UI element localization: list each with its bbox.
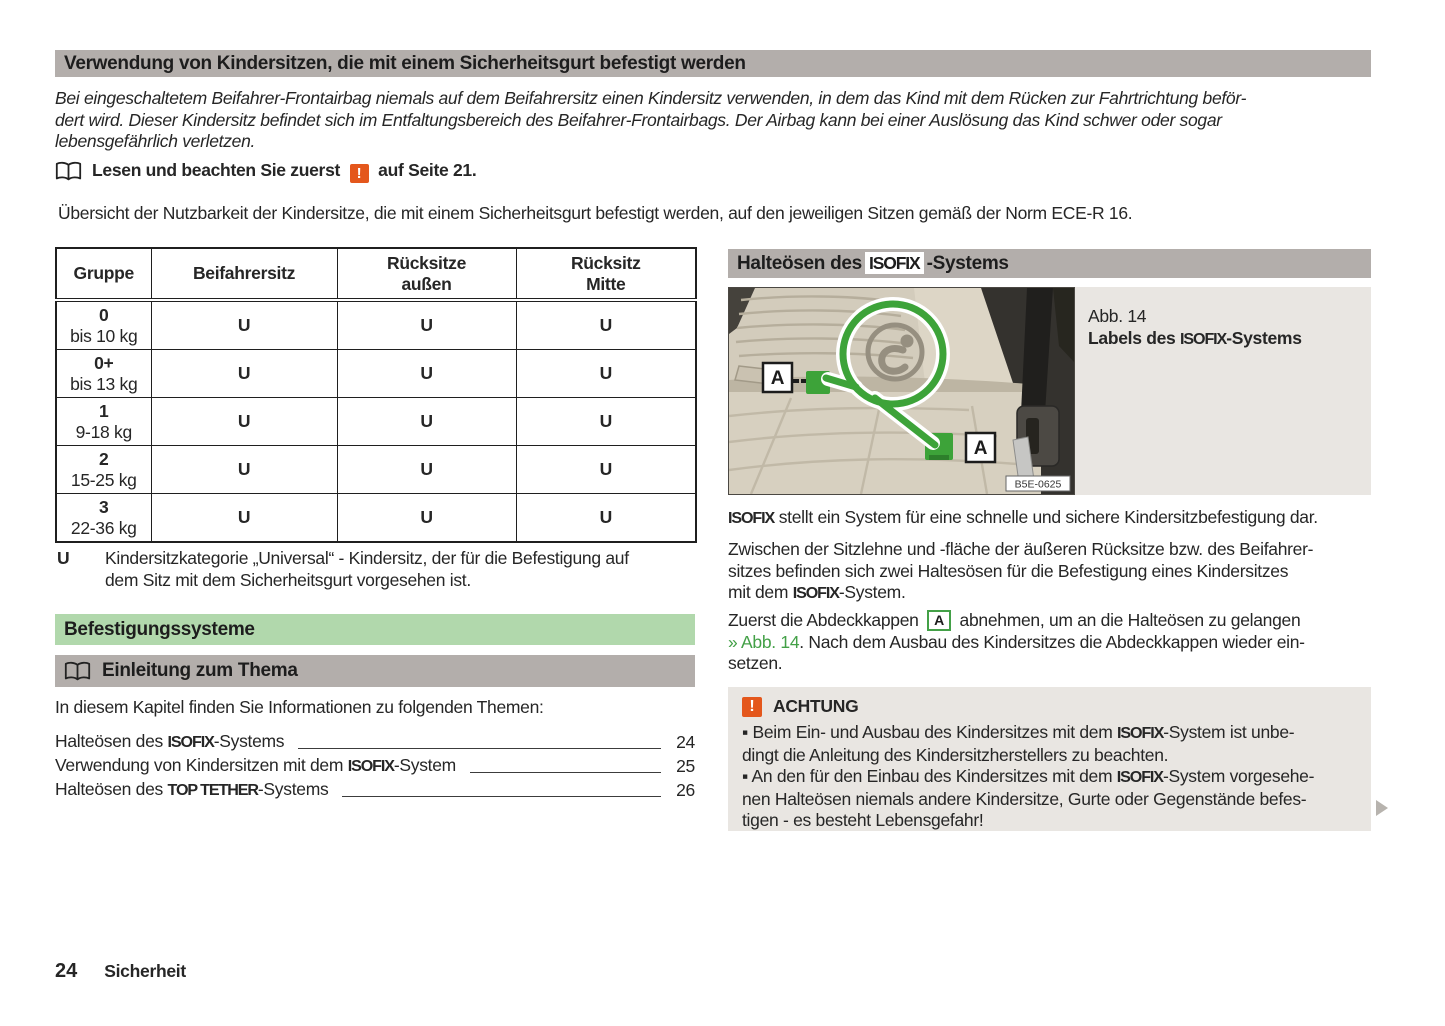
text-segment: Bei eingeschaltetem Beifahrer-Frontairbag niemals auf dem Beifahrersitz einen Kindersitz verwenden, in dem das Kind mit dem Rücken zur Fahrtrichtung beför- — [55, 88, 1247, 108]
text-segment: -Systems — [926, 252, 1009, 274]
value-cell: U — [337, 350, 516, 398]
table-row — [56, 350, 696, 398]
text-segment: lebensgefährlich verletzen. — [55, 131, 256, 152]
text-segment: -System. — [838, 582, 906, 603]
value-cell: U — [337, 446, 516, 494]
text-segment: Halteösen des — [55, 731, 168, 751]
figure-reference-link[interactable]: » Abb. 14 — [728, 631, 800, 652]
section-halteoesen-isofix — [728, 249, 1371, 278]
table-legend — [57, 548, 697, 591]
section-title-text: Einleitung zum Thema — [102, 660, 298, 681]
toc-leader-line — [342, 796, 661, 797]
value-cell: U — [516, 350, 696, 398]
value-cell: U — [337, 398, 516, 446]
brand-text: ISOFIX — [728, 509, 775, 527]
toc-page-number[interactable]: 24 — [676, 732, 695, 752]
section-title-text: Befestigungssysteme — [64, 618, 255, 640]
value-cell: U — [151, 494, 337, 543]
col-header-ruecksitze-aussen: Rücksitze außen — [337, 248, 516, 300]
text-segment: -System vorgesehe- — [1162, 766, 1315, 787]
legend-text — [105, 548, 629, 591]
toc-entry[interactable] — [55, 777, 695, 801]
text-segment: -System — [393, 755, 456, 775]
group-cell: 0 bis 10 kg — [56, 300, 151, 350]
warning-header — [742, 696, 1357, 717]
text-segment: -System ist unbe- — [1163, 722, 1295, 742]
table-row — [56, 446, 696, 494]
legend-symbol: U — [57, 548, 70, 568]
col-header-gruppe: Gruppe — [56, 248, 151, 300]
warning-title-text: ACHTUNG — [773, 696, 859, 716]
isofix-intro-paragraph — [728, 507, 1378, 530]
figure-caption — [1088, 305, 1302, 350]
page-footer — [55, 960, 186, 983]
brand-text: ISOFIX — [792, 584, 839, 603]
achtung-warning-box — [728, 687, 1371, 831]
read-first-text — [92, 160, 476, 183]
seat-usage-table — [55, 247, 697, 543]
figure-panel — [728, 287, 1371, 495]
text-segment: . Nach dem Ausbau des Kindersitzes die Abdeckkappen wieder ein- — [799, 631, 1305, 652]
brand-text: ISOFIX — [347, 757, 394, 775]
figure-number: Abb. 14 — [1088, 306, 1147, 326]
value-cell: U — [516, 494, 696, 543]
toc-leader-line — [470, 772, 661, 773]
brand-text: ISOFIX — [1180, 330, 1227, 348]
text-segment: nen Halteösen niemals andere Kindersitze, Gurte oder Gegenstände befes- — [742, 788, 1307, 809]
section-befestigungssysteme — [55, 614, 695, 645]
brand-text: ISOFIX — [865, 252, 924, 274]
warning-bullet — [742, 766, 1357, 832]
text-segment: ▪ Beim Ein- und Ausbau des Kindersitzes mit dem — [742, 722, 1118, 742]
group-cell: 2 15-25 kg — [56, 446, 151, 494]
isofix-location-paragraph — [728, 539, 1378, 605]
text-segment: Halteösen des — [55, 779, 168, 799]
book-icon — [64, 661, 91, 682]
figure-image — [728, 287, 1075, 495]
text-segment: setzen. — [728, 653, 783, 674]
value-cell: U — [337, 494, 516, 543]
text-segment: Lesen und beachten Sie zuerst — [92, 160, 345, 180]
overview-sentence: Übersicht der Nutzbarkeit der Kindersitze, die mit einem Sicherheitsgurt befestigt werden, auf den jeweiligen Sitzen gemäß der Norm ECE-R 16. — [58, 203, 1133, 223]
warning-exclamation-icon: ! — [742, 697, 762, 717]
text-segment: Kindersitzkategorie „Universal“ - Kindersitz, der für die Befestigung auf — [105, 548, 629, 568]
text-segment: dem Sitz mit dem Sicherheitsgurt vorgesehen ist. — [105, 569, 471, 590]
toc-entry[interactable] — [55, 729, 695, 753]
text-segment: -Systems — [257, 779, 329, 799]
text-segment: ▪ An den für den Einbau des Kindersitzes mit dem — [742, 766, 1117, 787]
value-cell: U — [151, 350, 337, 398]
table-row — [56, 494, 696, 543]
footer-chapter-name: Sicherheit — [104, 961, 186, 981]
page-continues-arrow-icon — [1376, 800, 1388, 816]
brand-text: TOP TETHER — [167, 781, 258, 799]
read-first-note — [55, 160, 476, 183]
value-cell: U — [516, 446, 696, 494]
text-segment: tigen - es besteht Lebensgefahr! — [742, 810, 984, 831]
warning-exclamation-icon: ! — [350, 164, 369, 183]
page-title — [55, 50, 1371, 77]
brand-text: ISOFIX — [1116, 768, 1163, 787]
text-segment: abnehmen, um an die Halteösen zu gelangen — [954, 610, 1301, 630]
text-segment: dingt die Anleitung des Kindersitzherstellers zu beachten. — [742, 744, 1169, 765]
airbag-warning-paragraph — [55, 88, 1365, 153]
figure-caption-text — [1088, 327, 1302, 350]
toc-page-number[interactable]: 26 — [676, 780, 695, 800]
value-cell: U — [516, 300, 696, 350]
svg-text:B5E-0625: B5E-0625 — [1014, 478, 1062, 491]
text-segment: Zwischen der Sitzlehne und -fläche der äußeren Rücksitze bzw. des Beifahrer- — [728, 539, 1314, 559]
page-title-text: Verwendung von Kindersitzen, die mit einem Sicherheitsgurt befestigt werden — [64, 52, 746, 74]
toc-label — [55, 778, 328, 801]
book-icon — [55, 161, 82, 182]
text-segment: Labels des — [1088, 328, 1181, 348]
table-row — [56, 398, 696, 446]
brand-text: ISOFIX — [167, 733, 214, 751]
marker-a-left — [763, 363, 792, 392]
figure-code-tag — [1006, 476, 1070, 491]
chapter-intro-line: In diesem Kapitel finden Sie Informationen zu folgenden Themen: — [55, 697, 544, 717]
group-cell: 1 9-18 kg — [56, 398, 151, 446]
value-cell: U — [337, 300, 516, 350]
text-segment: -Systems — [213, 731, 285, 751]
value-cell: U — [151, 300, 337, 350]
section-title-text — [737, 253, 1009, 275]
mini-toc — [55, 729, 695, 801]
isofix-caps-paragraph — [728, 610, 1378, 675]
col-header-ruecksitz-mitte: Rücksitz Mitte — [516, 248, 696, 300]
group-cell: 0+ bis 13 kg — [56, 350, 151, 398]
col-header-beifahrersitz: Beifahrersitz — [151, 248, 337, 300]
table-row — [56, 300, 696, 350]
brand-text: ISOFIX — [1117, 724, 1164, 742]
value-cell: U — [151, 446, 337, 494]
toc-leader-line — [298, 748, 661, 749]
table-header-row — [56, 248, 696, 300]
text-segment: auf Seite 21. — [373, 160, 477, 180]
text-segment: dert wird. Dieser Kindersitz befindet sich im Entfaltungsbereich des Beifahrer-Frontairbags. Der Airbag kann bei einer Auslösung das Kind schwer oder sogar — [55, 109, 1222, 130]
value-cell: U — [516, 398, 696, 446]
group-cell: 3 22-36 kg — [56, 494, 151, 543]
warning-bullet — [742, 722, 1357, 766]
toc-entry[interactable] — [55, 753, 695, 777]
toc-label — [55, 730, 284, 753]
text-segment: stellt ein System für eine schnelle und sichere Kindersitzbefestigung dar. — [774, 507, 1318, 527]
text-segment: Verwendung von Kindersitzen mit dem — [55, 755, 348, 775]
text-segment: Zuerst die Abdeckkappen — [728, 610, 924, 630]
text-segment: sitzes befinden sich zwei Haltesösen für die Befestigung eines Kindersitzes — [728, 560, 1289, 581]
marker-a-inline: A — [927, 610, 951, 631]
section-einleitung — [55, 655, 695, 687]
text-segment: mit dem — [728, 582, 793, 603]
footer-page-number: 24 — [55, 960, 78, 982]
text-segment: Halteösen des — [737, 252, 862, 274]
svg-text:A: A — [770, 368, 785, 389]
svg-text:A: A — [973, 438, 988, 459]
value-cell: U — [151, 398, 337, 446]
toc-page-number[interactable]: 25 — [676, 756, 695, 776]
toc-label — [55, 754, 456, 777]
marker-a-bottom — [966, 433, 995, 462]
text-segment: -Systems — [1226, 328, 1302, 348]
